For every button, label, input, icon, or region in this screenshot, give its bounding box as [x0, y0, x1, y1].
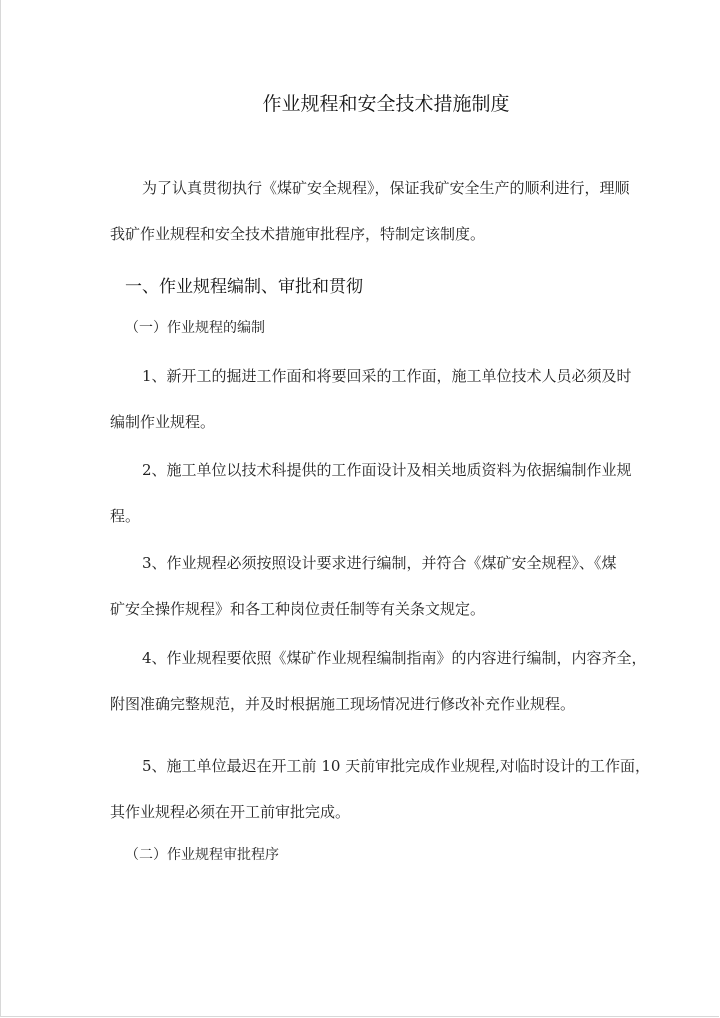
- item-3-line-1: 3、作业规程必须按照设计要求进行编制，并符合《煤矿安全规程》、《煤: [142, 554, 617, 572]
- item-4-line-1: 4、作业规程要依照《煤矿作业规程编制指南》的内容进行编制，内容齐全，: [142, 649, 647, 667]
- section-heading: 一、作业规程编制、审批和贯彻: [125, 277, 363, 297]
- item-5-line-2: 其作业规程必须在开工前审批完成。: [110, 803, 351, 821]
- item-2-line-1: 2、施工单位以技术科提供的工作面设计及相关地质资料为依据编制作业规: [142, 461, 632, 479]
- item-5-line-1: 5、施工单位最迟在开工前 10 天前审批完成作业规程,对临时设计的工作面，: [142, 757, 650, 775]
- subsection-heading-2: （二）作业规程审批程序: [125, 847, 279, 863]
- item-3-line-2: 矿安全操作规程》和各工种岗位责任制等有关条文规定。: [110, 600, 486, 618]
- item-4-line-2: 附图准确完整规范，并及时根据施工现场情况进行修改补充作业规程。: [110, 695, 576, 713]
- item-1-line-2: 编制作业规程。: [110, 413, 216, 431]
- item-1-line-1: 1、新开工的掘进工作面和将要回采的工作面，施工单位技术人员必须及时: [142, 367, 632, 385]
- intro-line-1: 为了认真贯彻执行《煤矿安全规程》，保证我矿安全生产的顺利进行，理顺: [142, 179, 630, 197]
- item-2-line-2: 程。: [110, 507, 141, 525]
- document-title: 作业规程和安全技术措施制度: [262, 93, 510, 115]
- intro-line-2: 我矿作业规程和安全技术措施审批程序，特制定该制度。: [110, 225, 486, 243]
- subsection-heading-1: （一）作业规程的编制: [125, 320, 265, 336]
